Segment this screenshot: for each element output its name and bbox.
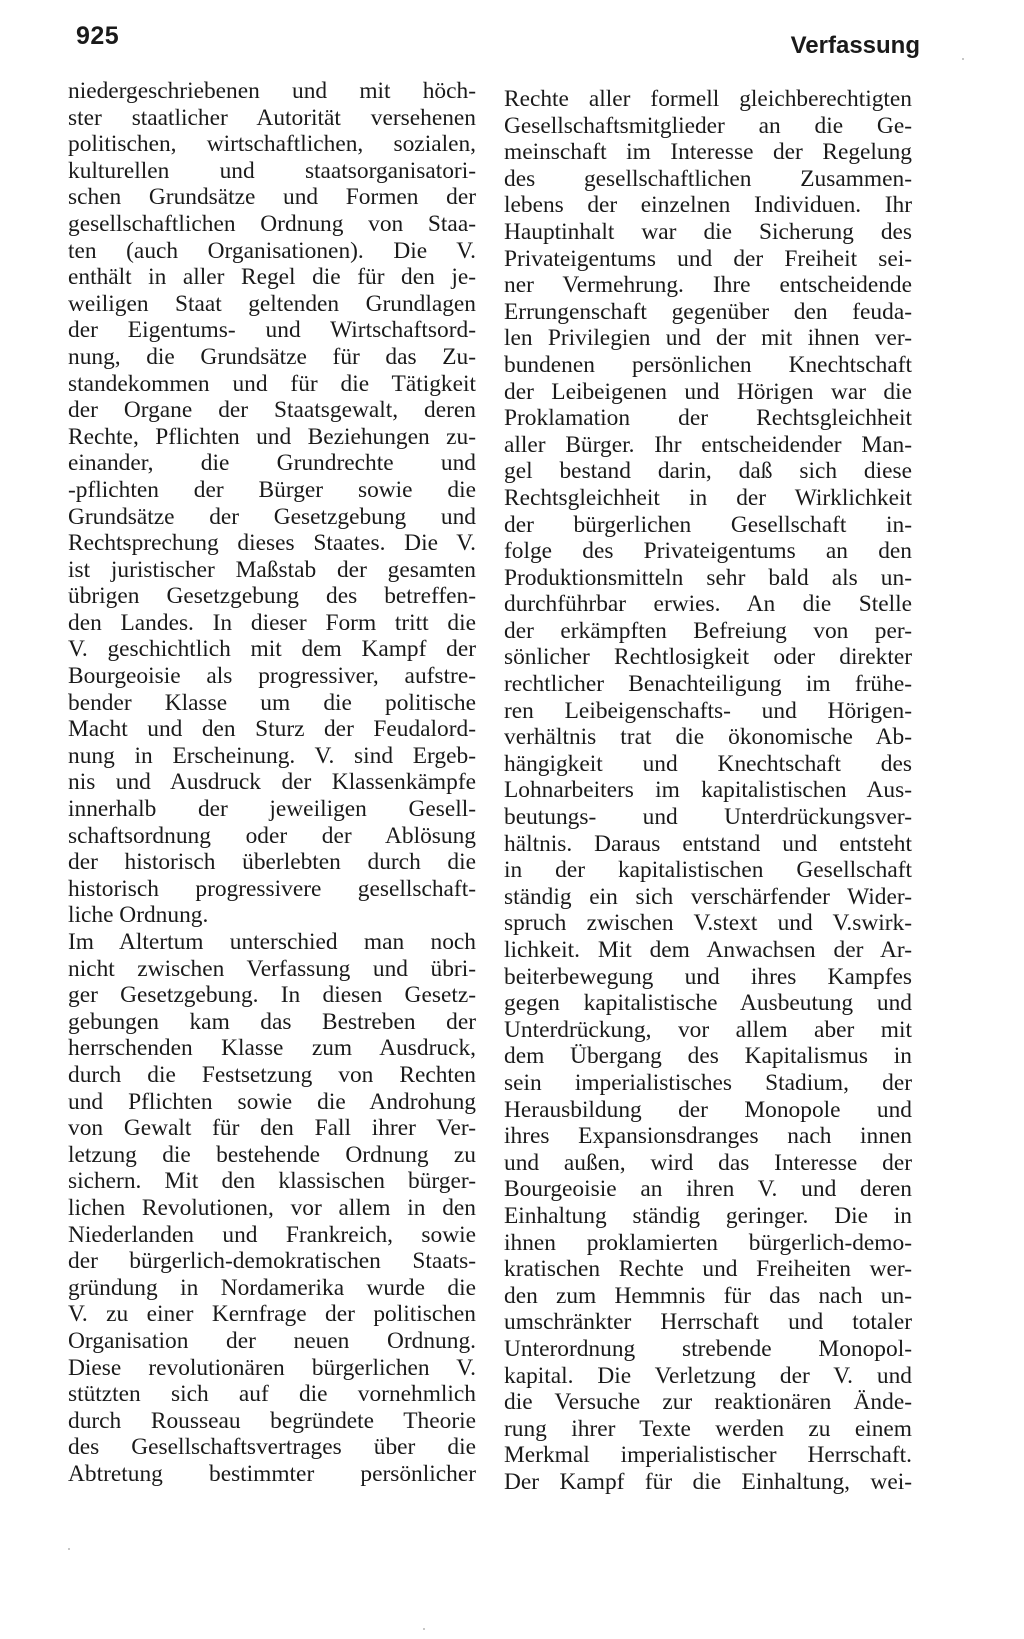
print-speck [68,1548,70,1550]
text-line: Der Kampf für die Einhaltung, wei- [504,1468,912,1495]
text-line: folge des Privateigentums an den [504,538,912,565]
text-line: und außen, wird das Interesse der [504,1149,912,1176]
text-line: beiterbewegung und ihres Kampfes [504,963,912,990]
text-line: -pflichten der Bürger sowie die [68,476,476,503]
print-speck [962,58,964,60]
text-line: der historisch überlebten durch die [68,849,476,876]
text-line: bender Klasse um die politische [68,689,476,716]
text-line: ihres Expansionsdranges nach innen [504,1123,912,1150]
text-line: nis und Ausdruck der Klassenkämpfe [68,769,476,796]
text-line: von Gewalt für den Fall ihrer Ver- [68,1115,476,1142]
text-line: sein imperialistisches Stadium, der [504,1069,912,1096]
text-line: Rechtsgleichheit in der Wirklichkeit [504,484,912,511]
text-line: Hauptinhalt war die Sicherung des [504,218,912,245]
text-line: lichen Revolutionen, vor allem in den [68,1194,476,1221]
text-line: Rechtsprechung dieses Staates. Die V. [68,530,476,557]
text-line: liche Ordnung. [68,902,209,929]
text-line: nicht zwischen Verfassung und übri- [68,955,476,982]
text-line: Gesellschaftsmitglieder an die Ge- [504,112,912,139]
text-line: der Eigentums- und Wirtschaftsord- [68,317,476,344]
text-line: schaftsordnung oder der Ablösung [68,822,476,849]
text-line: lebens der einzelnen Individuen. Ihr [504,192,912,219]
page-number: 925 [76,22,120,50]
text-line: Grundsätze der Gesetzgebung und [68,503,476,530]
text-line: die Versuche zur reaktionären Ände- [504,1389,912,1416]
text-line: lichkeit. Mit dem Anwachsen der Ar- [504,937,912,963]
text-line: Lohnarbeiters im kapitalistischen Aus- [504,777,912,804]
text-line: V. geschichtlich mit dem Kampf der [68,636,476,663]
text-line: gebungen kam das Bestreben der [68,1008,476,1035]
text-line: verhältnis trat die ökonomische Ab- [504,724,912,751]
text-line: gel bestand darin, daß sich diese [504,458,912,485]
text-line: Bourgeoisie als progressiver, aufstre- [68,663,476,690]
text-line: der Leibeigenen und Hörigen war die [504,378,912,405]
text-line: bundenen persönlichen Knechtschaft [504,351,912,378]
text-line: weiligen Staat geltenden Grundlagen [68,290,476,317]
text-line: innerhalb der jeweiligen Gesell- [68,796,476,823]
text-line: hältnis. Daraus entstand und entsteht [504,830,912,857]
text-line: ist juristischer Maßstab der gesamten [68,556,476,583]
text-line: sichern. Mit den klassischen bürger- [68,1168,476,1195]
print-speck [423,1628,425,1630]
text-line: Macht und den Sturz der Feudalord- [68,716,476,743]
text-line: des gesellschaftlichen Zusammen- [504,165,912,192]
text-line: einander, die Grundrechte und [68,450,476,477]
text-line: Organisation der neuen Ordnung. [68,1327,476,1354]
text-line: ger Gesetzgebung. In diesen Gesetz- [68,982,476,1009]
text-line: in der kapitalistischen Gesellschaft [504,857,912,884]
text-line: Produktionsmitteln sehr bald als un- [504,564,912,591]
text-line: Proklamation der Rechtsgleichheit [504,405,912,432]
text-line: des Gesellschaftsvertrages über die [68,1434,476,1461]
text-line: den Landes. In dieser Form tritt die [68,609,476,636]
text-line: nung in Erscheinung. V. sind Ergeb- [68,742,476,769]
text-line: standekommen und für die Tätigkeit [68,370,476,397]
text-line: rechtlicher Benachteiligung im frühe- [504,671,912,698]
text-line: nung, die Grundsätze für das Zu- [68,343,476,370]
text-line: spruch zwischen V.stext und V.swirk- [504,910,912,937]
text-line: und Pflichten sowie die Androhung [68,1088,476,1115]
text-line: Errungenschaft gegenüber den feuda- [504,298,912,325]
right-column [504,86,912,1495]
text-line: rung ihrer Texte werden zu einem [504,1415,912,1442]
text-line: Privateigentums und der Freiheit sei- [504,245,912,272]
text-line: niedergeschriebenen und mit höch- [68,78,476,104]
text-line: kapital. Die Verletzung der V. und [504,1362,912,1389]
text-line: ständig ein sich verschärfender Wider- [504,883,912,910]
text-line: Einhaltung ständig geringer. Die in [504,1202,912,1229]
text-line: hängigkeit und Knechtschaft des [504,750,912,777]
text-line: Bourgeoisie an ihren V. und deren [504,1176,912,1203]
text-line: politischen, wirtschaftlichen, sozialen, [68,131,476,158]
running-head: Verfassung [790,32,920,59]
left-column [68,78,476,1487]
text-line: umschränkter Herrschaft und totaler [504,1309,912,1336]
text-line: ren Leibeigenschafts- und Hörigen- [504,697,912,724]
text-line: meinschaft im Interesse der Regelung [504,139,912,166]
text-line: Unterordnung strebende Monopol- [504,1335,912,1362]
text-line: Diese revolutionären bürgerlichen V. [68,1354,476,1381]
text-line: Herausbildung der Monopole und [504,1096,912,1123]
text-line: den zum Hemmnis für das nach un- [504,1282,912,1309]
text-line: der Organe der Staatsgewalt, deren [68,397,476,424]
text-line: der erkämpften Befreiung von per- [504,617,912,644]
text-line: ihnen proklamierten bürgerlich-demo- [504,1229,912,1256]
text-line: len Privilegien und der mit ihnen ver- [504,325,912,352]
text-line: Abtretung bestimmter persönlicher [68,1460,476,1487]
text-line: historisch progressivere gesellschaft- [68,875,476,902]
text-line: ster staatlicher Autorität versehenen [68,104,476,131]
text-line: Unterdrückung, vor allem aber mit [504,1016,912,1043]
text-line: Im Altertum unterschied man noch [68,929,476,955]
text-line: Merkmal imperialistischer Herrschaft. [504,1442,912,1469]
text-line: kulturellen und staatsorganisatori- [68,157,476,184]
text-line: herrschenden Klasse zum Ausdruck, [68,1035,476,1062]
text-line: ten (auch Organisationen). Die V. [68,237,476,264]
text-line: der bürgerlichen Gesellschaft in- [504,511,912,538]
text-line: Niederlanden und Frankreich, sowie [68,1221,476,1248]
text-line: Rechte, Pflichten und Beziehungen zu- [68,423,476,450]
text-line: durch Rousseau begründete Theorie [68,1407,476,1434]
text-line: durch die Festsetzung von Rechten [68,1061,476,1088]
text-line: gesellschaftlichen Ordnung von Staa- [68,210,476,237]
text-line: durchführbar erwies. An die Stelle [504,591,912,618]
text-line: der bürgerlich-demokratischen Staats- [68,1248,476,1275]
text-line: kratischen Rechte und Freiheiten wer- [504,1256,912,1283]
text-line: dem Übergang des Kapitalismus in [504,1043,912,1070]
text-line: ner Vermehrung. Ihre entscheidende [504,272,912,299]
text-line: letzung die bestehende Ordnung zu [68,1141,476,1168]
text-line: schen Grundsätze und Formen der [68,184,476,211]
text-line: aller Bürger. Ihr entscheidender Man- [504,431,912,458]
text-line: gründung in Nordamerika wurde die [68,1274,476,1301]
text-line: Rechte aller formell gleichberechtigten [504,86,912,112]
text-line: übrigen Gesetzgebung des betreffen- [68,583,476,610]
text-line: gegen kapitalistische Ausbeutung und [504,990,912,1017]
text-line: V. zu einer Kernfrage der politischen [68,1301,476,1328]
text-line: stützten sich auf die vornehmlich [68,1381,476,1408]
text-line: beutungs- und Unterdrückungsver- [504,804,912,831]
text-line: sönlicher Rechtlosigkeit oder direkter [504,644,912,671]
text-line: enthält in aller Regel die für den je- [68,264,476,291]
